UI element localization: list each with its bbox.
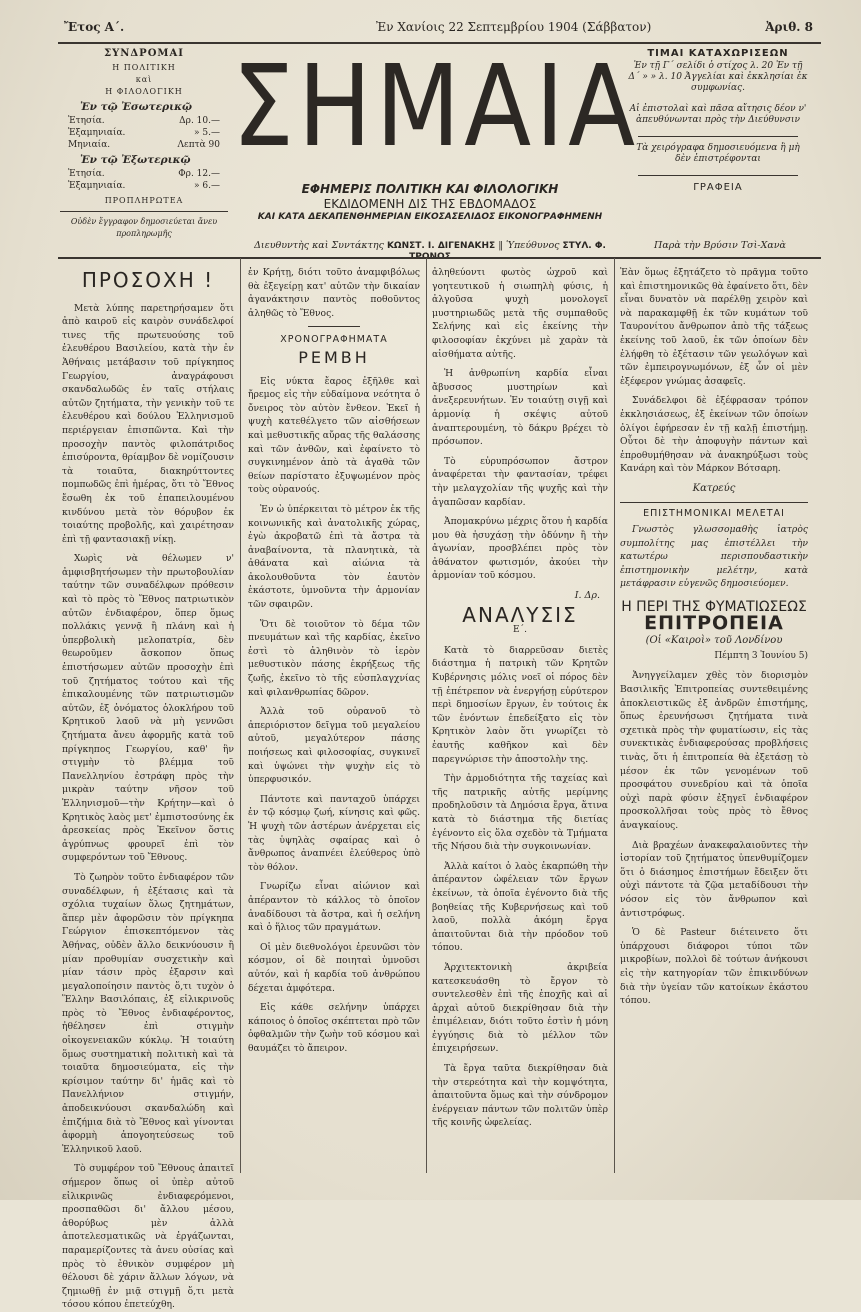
divider [308, 326, 360, 327]
divider [60, 211, 228, 212]
paragraph: Τὴν ἀρμοδιότητα τῆς ταχείας καὶ τῆς πατρικῆς αὐτῆς μερίμνης προδηλοῦσιν τὰ Δημόσια ἔργα, ἅτινα κατὰ τὸ διάστημα τῆς διετίας ἐγένοντο εἰς ὅλα σχεδὸν τὰ Τμήματα τῆς Νήσου διὰ τὴν συγκοινωνίαν. [432, 773, 608, 853]
paragraph: Οἱ μὲν διεθνολόγοι ἐρευνῶσι τὸν κόσμον, οἱ δὲ ποιηταὶ ὑμνοῦσι αὐτόν, καὶ ἡ καρδία τοῦ ἀνθρώπου δέχεται ἀμφότερα. [248, 941, 420, 994]
director-line: Διευθυντὴς καὶ Συντάκτης ΚΩΝΣΤ. Ι. ΔΙΓΕΝΑΚΗΣ ‖ Ὑπεύθυνος ΣΤΥΛ. Φ. ΤΡΟΝΟΣ [254, 240, 606, 262]
source-date: Πέμπτη 3 Ἰουνίου 5) [714, 650, 808, 661]
subscriptions-heading: ΣΥΝΔΡΟΜΑΙ [104, 48, 184, 59]
domestic-heading: Ἐν τῷ Ἐσωτερικῷ [80, 101, 193, 113]
section-label-chronographimata: ΧΡΟΝΟΓΡΑΦΗΜΑΤΑ [280, 334, 388, 346]
header-rule [58, 257, 821, 259]
article-heading-prosochi: ΠΡΟΣΟΧΗ ! [81, 268, 215, 292]
responsible-name: ΣΤΥΛ. Φ. ΤΡΟΝΟΣ [409, 241, 606, 262]
paragraph: Τὸ συμφέρον τοῦ Ἔθνους ἀπαιτεῖ σήμερον ὅπως οἱ ὑπὲρ αὐτοῦ εἰλικρινῶς ἐνδιαφερόμενοι, προσπαθῶσι δι' ἄλλου μέσου, ἀθορύβως μὲν ἀλλὰ ἀποτελεσματικῶς νὰ ἐργάζωνται, παραμερίζοντες τὰ ἀνευ οὐσίας καὶ πρὸς τὸ ἐθνικὸν συμφέρον μὴ θέλουσι δὲ χάριν ἄλλων λόγων, νὰ ζημιωθῇ ἐν μιᾷ στιγμῇ ὅ,τι μετὰ τόσου κόπου ἐπετεύχθη. [62, 1163, 234, 1311]
paragraph: Τὸ εὐρυπρόσωπον ἄστρον ἀναφέρεται τὴν φαντασίαν, τρέφει τὴν μελαγχολίαν τῆς ψυχῆς καὶ τὴν ἀγαπῶσαν καρδίαν. [432, 455, 608, 508]
responsible-label: Ὑπεύθυνος [505, 240, 560, 251]
ad-rates-box [628, 48, 808, 195]
paragraph: Εἰς κάθε σελήνην ὑπάρχει κάποιος ὁ ὁποῖος σκέπτεται πρὸ τῶν ὀφθαλμῶν τὴν ζωὴν τοῦ κόσμου καὶ θαυμάζει τὸ ἄπειρον. [248, 1002, 420, 1054]
paragraph: Πάντοτε καὶ πανταχοῦ ὑπάρχει ἐν τῷ κόσμῳ ζωή, κίνησις καὶ φῶς. Ἡ ψυχὴ τῶν ἀστέρων ἀνέρχεται εἰς τὰς ὑψηλὰς σφαίρας καὶ ὁ ἄνθρωπος ἀναπνέει ἐλεύθερος ὑπὸ τὸν θόλον. [248, 793, 420, 873]
paragraph: Ἀλλὰ τοῦ οὐρανοῦ τὸ ἀπεριόριστον δεῖγμα τοῦ μεγαλείου αὐτοῦ, μεγαλύτερον πάσης ποιήσεως καὶ φιλοσοφίας, συγκινεῖ καὶ ὑψώνει τὴν ψυχὴν εἰς τὸ ὑπερφυσικόν. [248, 706, 420, 786]
subtitle-line2: ΕΚΔΙΔΟΜΕΝΗ ΔΙΣ ΤΗΣ ΕΒΔΟΜΑΔΟΣ [323, 197, 537, 211]
director-name: ΚΩΝΣΤ. Ι. ΔΙΓΕΝΑΚΗΣ [386, 241, 496, 251]
paragraph: Ἀρχιτεκτονικὴ ἀκριβεία κατεσκευάσθη τὸ ἔργον τὸ συντελεσθὲν ἐπὶ τῆς ἐποχῆς καὶ αἱ ἀρχαὶ αὐτοῦ διεκρίθησαν διὰ τὴν ἐπιμέλειαν, διότι τοῦτο ἐστὶν ἡ μόνη ἐγγύησις διὰ τὸ μέλλον τῶν ἐπιχειρήσεων. [432, 961, 608, 1055]
intro-paragraph: Γνωστὸς γλωσσομαθὴς ἰατρὸς συμπολίτης μας ἐπιστέλλει τὴν κατωτέρω περισπουδαστικὴν ἐπιστημονικὴν μελέτην, κατὰ μετάφρασιν εὐγενῶς δημοσιεύομεν. [620, 524, 808, 590]
price-row [60, 127, 228, 139]
column-3 [432, 266, 608, 1176]
column-rule [426, 258, 427, 1173]
price-label: Ἑξαμηνιαία. [68, 128, 126, 138]
paragraph: Ἀλλὰ καίτοι ὁ λαὸς ἐκαρπώθη τὴν ἀπέραντον ὠφέλειαν τῶν ἔργων ἐκείνων, τὰ ὁποῖα ἐγένοντο διὰ τῆς βοηθείας τῆς Κυβερνήσεως καὶ τοῦ λαοῦ, πολλὰ ἀκόμη ἔργα ἀπαιτοῦνται διὰ τὴν πρόοδον τοῦ τόπου. [432, 860, 608, 954]
price-label: Ἐτησία. [68, 169, 105, 179]
column-rule [240, 258, 241, 1173]
paragraph: Διὰ βραχέων ἀνακεφαλαιοῦντες τὴν ἱστορίαν τοῦ ζητήματος ὑπενθυμίζομεν ὅτι ὁ διάσημος ἐπιστήμων ἔδειξεν ὅτι οὐχὶ πάντοτε τὰ ζῷα μεταδίδουσι τὴν νόσον εἰς τὸν ἄνθρωπον καὶ ἀντιστρόφως. [620, 839, 808, 919]
article-heading-tuberculosis: Η ΠΕΡΙ ΤΗΣ ΦΥΜΑΤΙΩΣΕΩΣ [621, 599, 807, 616]
paragraph: Ἡ ἀνθρωπίνη καρδία εἶναι ἄβυσσος μυστηρίων καὶ ἀνεξερευνήτων. Ἐν τοιαύτῃ σιγῇ καὶ ἁρμονίᾳ ἡ σκέψις αὐτοῦ ἀναπτερουμένη, τὸ δάκρυ βρέχει τὸ πρόσωπον. [432, 368, 608, 448]
prepaid-label: ΠΡΟΠΛΗΡΩΤΕΑ [104, 196, 184, 205]
subscriptions-line3: Η ΦΙΛΟΛΟΓΙΚΗ [105, 87, 183, 96]
paragraph: Ὅτι δὲ τοιοῦτον τὸ δέμα τῶν πνευμάτων καὶ τῆς καρδίας, ἐκεῖνο ἐστὶ τὸ ἀληθινὸν τὸ ἱερὸν μεθυστικὸν πάσης ἐκρήξεως τῆς ζωῆς, ἐκεῖνο τὸ τῆς εὐσπλαγχνίας καὶ φιλανθρωπίας δῶρον. [248, 618, 420, 698]
column-2 [248, 266, 420, 1176]
manuscripts-note: Τὰ χειρόγραφα δημοσιευόμενα ἢ μὴ δὲν ἐπιστρέφονται [636, 143, 800, 164]
price-label: Ἐτησία. [68, 116, 105, 126]
source-label: (Οἱ «Καιροὶ» τοῦ Λονδίνου [645, 635, 783, 647]
subtitle-line1: ΕΦΗΜΕΡΙΣ ΠΟΛΙΤΙΚΗ ΚΑΙ ΦΙΛΟΛΟΓΙΚΗ [301, 182, 559, 196]
subtitle-line3: ΚΑΙ ΚΑΤΑ ΔΕΚΑΠΕΝΘΗΜΕΡΙΑΝ ΕΙΚΟΣΑΣΕΛΙΔΟΣ ΕΙΚΟΝΟΓΡΑΦΗΜΕΝΗ [257, 212, 603, 222]
divider [638, 175, 798, 176]
office-heading: ΓΡΑΦΕΙΑ [693, 182, 743, 193]
paragraph: Εἰς νύκτα ἔαρος ἐξῆλθε καὶ ἤρεμος εἰς τὴν εὐδαίμονα νεότητα ὁ ὄνειρος τὸν αὐτὸν ἔνθεον. Ἐκεῖ ἡ ψυχὴ κατεθέλγετο τῶν αἰσθήσεων καὶ μεθυστικῆς αὔρας τῆς θαλάσσης καὶ τῶν ἀνθῶν, καὶ ἐφαίνετο τὸ συγκινημένον ἀπὸ τὰ ἀγαθὰ τῶν θείων παρίστατο ἐξυψωμένον πρὸς τοὺς οὐρανούς. [248, 375, 420, 496]
signature: Ι. Δρ. [574, 590, 600, 602]
part-number: Ε΄. [513, 625, 527, 636]
paragraph: ἐν Κρήτῃ, διότι τοῦτο ἀναμφιβόλως θὰ ἐξεγείρῃ κατ' αὐτῶν τὴν δικαίαν ἀγανάκτησιν παντὸς ποθοῦντος ἀληθῶς τὸ Ἔθνος. [248, 267, 420, 319]
price-label: Μηνιαία. [68, 140, 111, 150]
price-row [60, 139, 228, 151]
price-value: » 6.— [194, 181, 220, 191]
article-heading-analysis: ΑΝΑΛΥΣΙΣ [462, 602, 578, 627]
letters-note: Αἱ ἐπιστολαὶ καὶ πᾶσα αἴτησις δέον ν' ἀπευθύνωνται πρὸς τὴν Διεύθυνσιν [629, 104, 807, 125]
paragraph: Συνάδελφοι δὲ ἐξέφρασαν τρόπον ἐκκλησιάσεως, ἐξ ἐκείνων τῶν ὁποίων ὀλίγοι ἐφήρεσαν ἐν τῇ καλῇ ἐπιστήμῃ. Οὗτοι δὲ τὴν ἀποφυγὴν πάντων καὶ ἐπροθυμήθησαν νὰ ἀνακηρύξωσι τοὺς Κανάρη καὶ τὸν Μάρκον Βότσαρη. [620, 395, 808, 475]
paragraph: Κατὰ τὸ διαρρεῦσαν διετὲς διάστημα ἡ πατρικὴ τῶν Κρητῶν Κυβέρνησις μόλις νοεῖ οἱ πόρος δὲν τῇ ἐπέτρεπον νὰ ἐνεργήσῃ εὐρύτερον περὶ δημοσίων ἔργων, ἐν τούτοις ἐκ τῶν ἐνόντων ἐπεδείξατο εἰς τὸν Κρητικὸν λαὸν ὅτι γνωρίζει τὸ ἑαυτῆς καθῆκον καὶ δὲν παρεγνώρισε τὴν ἀποστολὴν της. [432, 644, 608, 765]
paragraph: Ἀνηγγείλαμεν χθὲς τὸν διορισμὸν Βασιλικῆς Ἐπιτροπείας συντεθειμένης ἀποκλειστικῶς ἐξ ἀνδρῶν ἐπιστήμης, ὅπως ἐρευνήσωσι ζητήματα τινὰ σχετικὰ πρὸς τὴν φυματίωσιν, εἰς τὰς συνεκτικὰς ἐνδιαφερούσας προβλήσεις τινὰς, ὅτι ἡ ἐπιτροπεία θὰ ἐξετάσῃ τὸ μέσον ἐκ τῶν γενομένων τοῦ προσφάτου συνεδρίου καὶ τὰ ὁποῖα οὐχὶ παρὰ φύσιν ἐξηγεῖ ἐνδιαφέρον προσκολλῆσαι τοὺς πρὸς τὸ ἔθνος ἀναγκαίους. [620, 670, 808, 831]
price-row [60, 115, 228, 127]
subscriptions-line2: καὶ [135, 75, 153, 84]
section-label-scientific-studies: ΕΠΙΣΤΗΜΟΝΙΚΑΙ ΜΕΛΕΤΑΙ [620, 502, 808, 521]
masthead-line [58, 16, 821, 44]
office-address: Παρὰ τὴν Βρύσιν Τσὶ-Χανὰ [654, 240, 786, 251]
article-heading-commission: ΕΠΙΤΡΟΠΕΙΑ [644, 611, 784, 634]
paragraph: ἀληθεύοντι φωτὸς ὠχροῦ καὶ γοητευτικοῦ ἡ σιωπηλὴ φύσις, ἡ ἀλγοῦσα ψυχὴ μονολογεῖ μυστηριωδῶς μετὰ τῆς συμπαθοῦς Σελήνης καὶ εἰς ἐκείνης τὴν φιλοσοφίαν ἐκχύνει μὲ χαρὰν τὰ αἰσθήματα αὐτῆς. [432, 267, 608, 360]
paragraph: Γνωρίζω εἶναι αἰώνιον καὶ ἀπέραντον τὸ κάλλος τὸ ὁποῖον ἀναδίδουσι τὰ ἄστρα, καὶ ἡ σελήνη καὶ ὁ ἥλιος τῶν πραγμάτων. [248, 881, 420, 934]
paragraph: Τὸ ζωηρὸν τοῦτο ἐνδιαφέρον τῶν συναδέλφων, ἡ ἐξέτασις καὶ τὰ σχόλια τυχαίων ὅλως ζητημάτων, ἅπερ μὲν ἀφορῶσιν τὸν πρίγκηπα Γεώργιον ἐπισκεπτόμενον τὰς Ἀθήνας, οὐδὲν ἄλλο δεικνύουσιν ἢ μίαν προθυμίαν συσχετικὴν καὶ μίαν τάσιν πρὸς ἐξαρσιν καὶ μεγαλοποίησιν παντὸς ὅ,τι τυχὸν ὁ Ἕλλην Βασιλόπαις, ἐξ εἰλικρινοῦς πρὸς τὸ Ἔθνος ἐνδιαφέροντος, ἠθέλησεν ἐπὶ στιγμὴν οἰκογενειακῶν κύκλῳ. Ἡ τοιαύτη ὅμως συστηματικὴ πολιτικὴ καὶ τὰ τοιαῦτα δημοσιεύματα, εἰς τὴν κρίσιμον ταύτην δι' ἡμᾶς καὶ τὸ Πανελλήνιον στιγμήν, ἀποδεικνύουσι σκανδαλώδη καὶ ἐπιζήμια διὰ τὸ Ἔθνος καὶ γίνονται ἀφορμὴ ἀπογοητεύσεως τοῦ Ἑλληνικοῦ λαοῦ. [62, 871, 234, 1155]
prepaid-note: Οὐδὲν ἔγγραφον δημοσιεύεται ἄνευ προπληρωμῆς [70, 217, 218, 238]
ad-rates-heading: ΤΙΜΑΙ ΚΑΤΑΧΩΡΙΣΕΩΝ [647, 48, 789, 59]
price-value: » 5.— [194, 128, 220, 138]
year-label: Ἔτος Α΄. [64, 20, 125, 34]
price-label: Ἑξαμηνιαία. [68, 181, 126, 191]
foreign-heading: Ἐν τῷ Ἐξωτερικῷ [80, 154, 191, 166]
director-label: Διευθυντὴς καὶ Συντάκτης [254, 240, 384, 251]
article-heading-remvi: ΡΕΜΒΗ [298, 347, 370, 367]
price-value: Λεπτὰ 90 [177, 140, 220, 150]
ad-rates-text: Ἐν τῇ Γ΄ σελίδι ὁ στίχος λ. 20 Ἐν τῇ Δ΄ » » λ. 10 Ἀγγελίαι καὶ ἐκκλησίαι ἐκ συμφωνίας. [628, 61, 808, 93]
price-value: Δρ. 10.— [179, 116, 220, 126]
place-date: Ἐν Χανίοις 22 Σεπτεμβρίου 1904 (Σάββατον) [376, 20, 652, 34]
column-1 [62, 266, 234, 1311]
newspaper-title: ΣΗΜΑΙΑ [232, 41, 640, 173]
price-value: Φρ. 12.— [178, 169, 220, 179]
column-rule [614, 258, 615, 1173]
paragraph: Ἀπομακρύνω μέχρις ὅτου ἡ καρδία μου θὰ ἡσυχάσῃ τὴν ὀδύνην ἢ τὴν ἀγωνίαν, προσβλέπει πρὸς τὸν ἀθάνατον φωτισμόν, ἀκούει τὴν ἀρμονίαν τοῦ κόσμου. [432, 516, 608, 582]
signature: Κατρεύς [692, 482, 736, 494]
paragraph: Ἐν ὠ ὑπέρκειται τὸ μέτρον ἐκ τῆς κοινωνικῆς καὶ ἀνατολικῆς χώρας, ἐγὼ ἀκροβατῶ ἐπὶ τὰ ἄστρα τὰ ἀναβαίνοντα, τὰ πλανητικὰ, τὰ ἀθάνατα καὶ αἰώνια τὰ ἀκολουθοῦντα τὸν ἑαυτὸν ἑκάστοτε, ὑμνοῦντα τὴν ἁρμονίαν τῶν σφαιρῶν. [248, 503, 420, 611]
subscriptions-line1: Η ΠΟΛΙΤΙΚΗ [112, 63, 176, 72]
paragraph: Ὁ δὲ Pasteur διέτεινετο ὅτι ὑπάρχουσι διάφοροι τύποι τῶν μικροβίων, πολλοὶ δὲ τούτων ἀνήκουσι εἰς τὴν κατηγορίαν τῶν ἐπικινδύνων διὰ τὴν ὑγείαν τῶν κατοίκων ἑκάστου τόπου. [620, 927, 808, 1007]
paragraph: Μετὰ λύπης παρετηρήσαμεν ὅτι ἀπὸ καιροῦ εἰς καιρὸν συνάδελφοί τινες τῆς πρωτευούσης τοῦ ἐλευθέρου Βασιλείου, κατὰ τὴν ἐν Ἀθήναις μετάβασιν τοῦ πρίγκηπος Γεωργίου, ἀναγράφουσι σκανδαλωδῶς ἐν ταῖς στήλαις αὐτῶν ζητήματα, τὴν γενικὴν τοῦ τε ἐλευθέρου καὶ δούλου Ἑλληνισμοῦ περιέργειαν ἐπισπῶντα. Καὶ τὴν προσοχὴν παντὸς φιλοπάτριδος ἐπισύροντα, θρίαμβον δὲ νομίζουσιν τὰ τοιαῦτα, διακηρύττοντες πομπωδῶς ἐπὶ ἡμέρας, ὅτι τὸ Ἔθνος ἔσωθη ἐκ τοῦ ἐπαπειλουμένου κινδύνου μετὰ τὸν θόρυβον ἐκ τοιαύτης προβολῆς, καὶ χαιρέτησαν ἐπὶ τῇ φαντασιακῇ νίκῃ. [62, 302, 234, 545]
subscriptions-box [60, 48, 228, 240]
price-row [60, 180, 228, 192]
paragraph: Ἐὰν ὅμως ἐξητάζετο τὸ πρᾶγμα τοῦτο καὶ ἐπιστημονικῶς θὰ ἐφαίνετο ὅτι, δὲν εἶναι δυνατὸν νὰ παρέλθῃ χειρὸν καὶ νὰ παρακαμφθῇ ἐκ τῶν κυμάτων τοῦ Ταυρονίτου ἄνθρωπον ἀπὸ τῆς τάξεως ἐκείνης τοῦ λαοῦ, ἐκ τῶν ὁποίων δὲν ἐλήφθη τὸ ἐξέτασιν τῶν γεωλόγων καὶ τῶν ἐμπειρογνωμόνων, ἐξ ὧν οἱ μὲν ἐξέφερον γνώμας ἀσαφεῖς. [620, 267, 808, 387]
paragraph: Τὰ ἔργα ταῦτα διεκρίθησαν διὰ τὴν στερεότητα καὶ τὴν κομψότητα, ἀπαιτοῦντα ὅμως καὶ τὴν σύνδρομον ἐνέργειαν πάντων τῶν πολιτῶν ὑπὲρ τῆς κοινῆς ὠφελείας. [432, 1063, 608, 1129]
column-4 [620, 266, 808, 1176]
price-row [60, 168, 228, 180]
divider [638, 136, 798, 137]
paragraph: Χωρὶς νὰ θέλωμεν ν' ἀμφισβητήσωμεν τὴν πρωτοβουλίαν ταύτην τῶν συναδέλφων πρόθεσιν καὶ τὸ πρὸς τὸ Ἔθνος πατριωτικὸν αὐτῶν ἐνδιαφέρον, ὅπερ ὅμως πολλάκις γεννᾷ ἢ πλάνη καὶ ἡ ὑπερβολικὴ μελοπατρία, δὲν θεωροῦμεν ἄσκοπον ὅπως ἐπιστήσωμεν αὐτῶν προσοχὴν ἐπὶ τοῦ ζητήματος τούτου καὶ τῆς ἐπικαλουμένης τῶν πατριωτισμῶν αὐτῶν, ἐξ ὀνόματος ὁλοκλήρου τοῦ Κρητικοῦ λαοῦ νὰ μὴ γεννῶσι ζητήματα ἄνευ ἀφορμῆς κατὰ τοῦ πρίγκηπος Γεωργίου, καθ' ἣν στιγμὴν τὸ βλέμμα τοῦ Πανελληνίου ἐστράφη πρὸς τὴν μικρὰν ταύτην νῆσον τοῦ Ἑλληνισμοῦ—τὴν Κρήτην—καὶ ὁ Κρητικὸς λαὸς μετ' ἐμπιστοσύνης ἐκ ἀρεσκείας πρὸς Ἐκεῖνον ὅστις ἀγρύπνως φρουρεῖ ἐπὶ τὸν συμφερόντων τοῦ Ἔθνους. [62, 553, 234, 864]
issue-number: Ἀριθ. 8 [765, 20, 813, 34]
